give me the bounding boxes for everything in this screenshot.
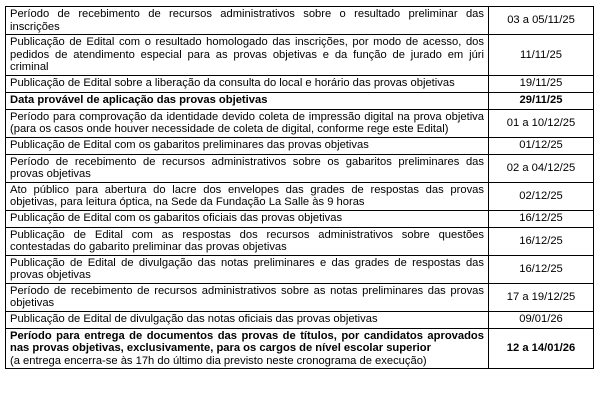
event-date: 01 a 10/12/25 bbox=[489, 109, 594, 137]
event-description bbox=[6, 154, 489, 182]
table-row bbox=[6, 92, 594, 109]
event-date: 16/12/25 bbox=[489, 227, 594, 255]
event-description bbox=[6, 227, 489, 255]
event-description bbox=[6, 109, 489, 137]
event-description bbox=[6, 137, 489, 154]
table-row bbox=[6, 328, 594, 369]
event-text: Publicação de Edital de divulgação das notas oficiais das provas objetivas bbox=[10, 313, 378, 326]
table-row bbox=[6, 75, 594, 92]
event-text: Publicação de Edital de divulgação das notas preliminares e das grades de respostas das provas objetivas bbox=[10, 256, 484, 281]
event-description bbox=[6, 311, 489, 328]
event-date: 03 a 05/11/25 bbox=[489, 7, 594, 35]
table-row bbox=[6, 283, 594, 311]
event-note: (a entrega encerra-se às 17h do último dia previsto neste cronograma de execução) bbox=[10, 354, 427, 367]
event-description bbox=[6, 283, 489, 311]
event-date: 29/11/25 bbox=[489, 92, 594, 109]
table-row bbox=[6, 311, 594, 328]
event-text: Data provável de aplicação das provas objetivas bbox=[10, 94, 268, 107]
event-text: Publicação de Edital com os gabaritos oficiais das provas objetivas bbox=[10, 212, 343, 225]
event-description bbox=[6, 255, 489, 283]
event-description bbox=[6, 210, 489, 227]
event-date: 16/12/25 bbox=[489, 210, 594, 227]
schedule-body bbox=[6, 7, 594, 369]
event-date: 02/12/25 bbox=[489, 182, 594, 210]
event-text: Período para entrega de documentos das provas de títulos, por candidatos aprovados nas provas objetivas, exclusivamente, para os cargos de nível escolar superior bbox=[10, 329, 484, 354]
event-text: Publicação de Edital com as respostas dos recursos administrativos sobre questões contestadas do gabarito preliminar das provas objetivas bbox=[10, 228, 484, 253]
event-text: Período de recebimento de recursos administrativos sobre os gabaritos preliminares das provas objetivas bbox=[10, 155, 484, 180]
table-row bbox=[6, 109, 594, 137]
event-date: 16/12/25 bbox=[489, 255, 594, 283]
event-description bbox=[6, 35, 489, 76]
table-row bbox=[6, 7, 594, 35]
event-date: 19/11/25 bbox=[489, 75, 594, 92]
schedule-table bbox=[5, 6, 594, 369]
event-description bbox=[6, 7, 489, 35]
event-text: Período de recebimento de recursos administrativos sobre o resultado preliminar das inscrições bbox=[10, 8, 484, 33]
event-date: 12 a 14/01/26 bbox=[489, 328, 594, 369]
event-description bbox=[6, 92, 489, 109]
event-text: Publicação de Edital com o resultado homologado das inscrições, por modo de acesso, dos pedidos de atendimento especial para as provas objetivas e da função de jurado em júri criminal bbox=[10, 36, 484, 73]
event-description bbox=[6, 75, 489, 92]
table-row bbox=[6, 255, 594, 283]
event-date: 02 a 04/12/25 bbox=[489, 154, 594, 182]
event-description bbox=[6, 328, 489, 369]
table-row bbox=[6, 182, 594, 210]
event-date: 11/11/25 bbox=[489, 35, 594, 76]
event-text: Publicação de Edital com os gabaritos preliminares das provas objetivas bbox=[10, 139, 369, 152]
table-row bbox=[6, 210, 594, 227]
event-text: Ato público para abertura do lacre dos envelopes das grades de respostas das provas objetivas, para leitura óptica, na Sede da Fundação La Salle às 9 horas bbox=[10, 183, 484, 208]
table-row bbox=[6, 227, 594, 255]
event-description bbox=[6, 182, 489, 210]
event-text: Período de recebimento de recursos administrativos sobre as notas preliminares das provas objetivas bbox=[10, 284, 484, 309]
table-row bbox=[6, 154, 594, 182]
event-date: 17 a 19/12/25 bbox=[489, 283, 594, 311]
event-date: 01/12/25 bbox=[489, 137, 594, 154]
event-text: Publicação de Edital sobre a liberação da consulta do local e horário das provas objetivas bbox=[10, 77, 455, 90]
table-row bbox=[6, 35, 594, 76]
table-row bbox=[6, 137, 594, 154]
event-text: Período para comprovação da identidade devido coleta de impressão digital na prova objetiva (para os casos onde houver necessidade de coleta de digital, conforme rege este Edital) bbox=[10, 110, 484, 135]
event-date: 09/01/26 bbox=[489, 311, 594, 328]
